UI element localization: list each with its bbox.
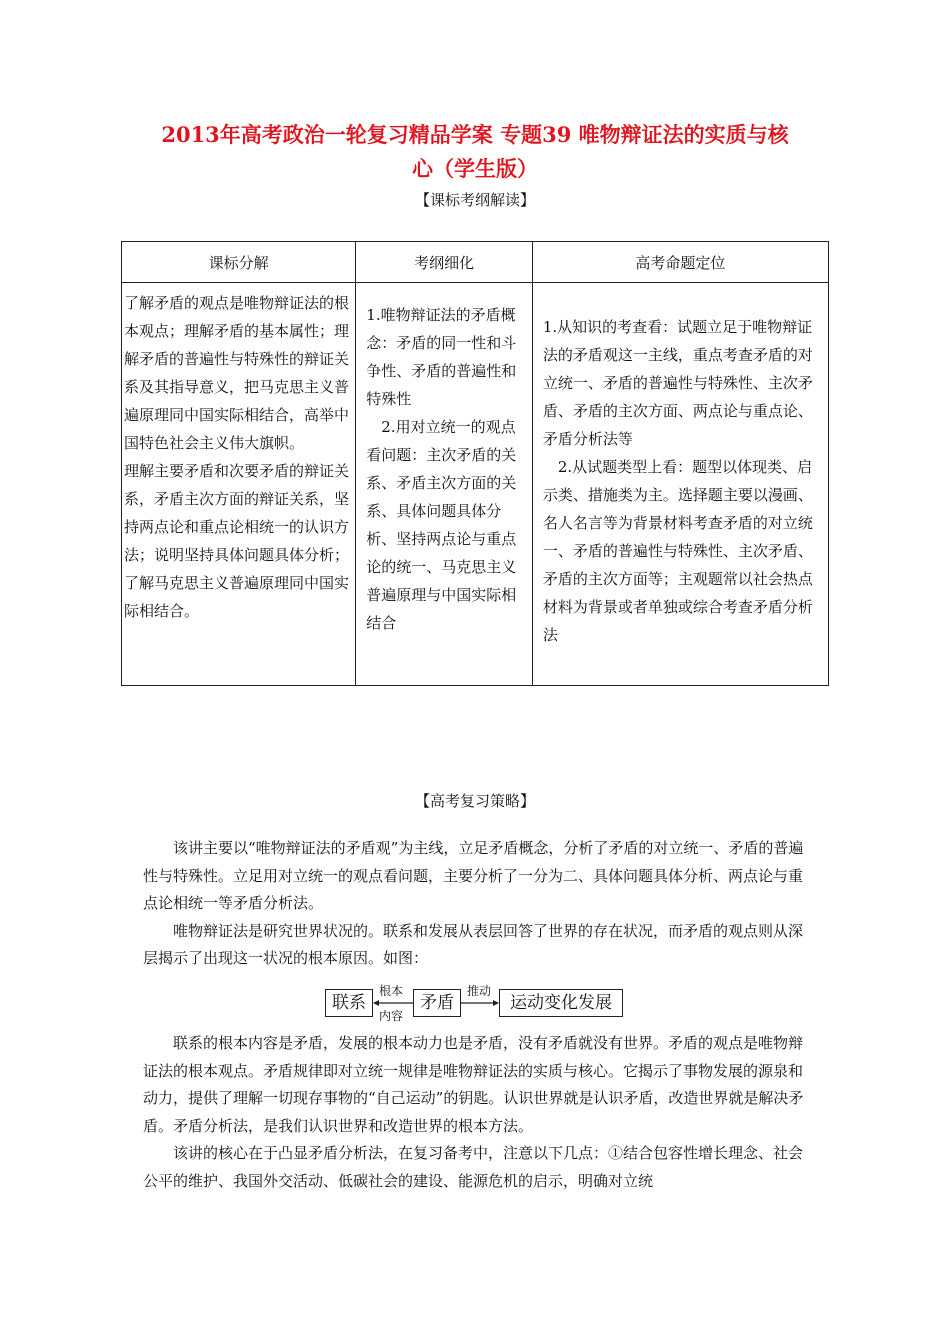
relation-diagram	[325, 985, 625, 1021]
diagram-box-development: 运动变化发展	[499, 989, 623, 1017]
cell-paragraph: 2.从试题类型上看：题型以体现类、启示类、措施类为主。选择题主要以漫画、名人名言等为背景材料考查矛盾的对立统一、矛盾的普遍性与特殊性、主次矛盾、矛盾的主次方面等；主观题常以社会热点材料为背景或者单独或综合考查矛盾分析法	[542, 458, 813, 644]
paragraph: 该讲主要以“唯物辩证法的矛盾观”为主线，立足矛盾概念，分析了矛盾的对立统一、矛盾的普遍性与特殊性。立足用对立统一的观点看问题，主要分析了一分为二、具体问题具体分析、两点论与重点论相统一等矛盾分析法。	[143, 839, 804, 912]
table-row	[122, 283, 829, 686]
cell-paragraph: 了解矛盾的观点是唯物辩证法的根本观点；理解矛盾的基本属性；理解矛盾的普遍性与特殊性的辩证关系及其指导意义，把马克思主义普遍原理同中国实际相结合，高举中国特色社会主义伟大旗帜。	[124, 294, 350, 452]
diagram-label-top: 根本	[379, 984, 404, 998]
section-heading-curriculum: 【课标考纲解读】	[414, 191, 535, 209]
table-header-cell: 高考命题定位	[532, 242, 828, 283]
cell-paragraph: 2.用对立统一的观点看问题：主次矛盾的关系、矛盾主次方面的关系、具体问题具体分析、坚持两点论与重点论的统一、马克思主义普遍原理与中国实际相结合	[366, 418, 517, 632]
strategy-text-top	[143, 835, 809, 973]
table-cell-outline	[356, 283, 533, 686]
diagram-arrow-right-icon	[461, 997, 499, 1009]
paragraph: 唯物辩证法是研究世界状况的。联系和发展从表层回答了世界的存在状况，而矛盾的观点则从深层揭示了出现这一状况的根本原因。如图：	[143, 921, 804, 967]
cell-paragraph: 1.唯物辩证法的矛盾概念：矛盾的同一性和斗争性、矛盾的普遍性和特殊性	[366, 306, 517, 408]
cell-paragraph: 1.从知识的考查看：试题立足于唯物辩证法的矛盾观这一主线，重点考查矛盾的对立统一、矛盾的普遍性与特殊性、主次矛盾、矛盾的主次方面、两点论与重点论、矛盾分析法等	[542, 318, 813, 448]
cell-paragraph: 理解主要矛盾和次要矛盾的辩证关系，矛盾主次方面的辩证关系，坚持两点论和重点论相统一的认识方法；说明坚持具体问题具体分析；了解马克思主义普遍原理同中国实际相结合。	[124, 462, 350, 620]
title-line-1: 2013年高考政治一轮复习精品学案 专题39 唯物辩证法的实质与核	[161, 122, 789, 147]
section-heading-strategy: 【高考复习策略】	[414, 792, 535, 810]
table-header-row	[122, 242, 829, 283]
document-title	[120, 118, 830, 186]
curriculum-table	[121, 241, 829, 686]
paragraph: 该讲的核心在于凸显矛盾分析法，在复习备考中，注意以下几点：①结合包容性增长理念、社会公平的维护、我国外交活动、低碳社会的建设、能源危机的启示，明确对立统	[143, 1144, 804, 1190]
table-header-cell: 考纲细化	[356, 242, 533, 283]
diagram-label-bottom: 内容	[379, 1009, 404, 1023]
table-cell-curriculum	[122, 283, 356, 686]
table-header-cell: 课标分解	[122, 242, 356, 283]
diagram-box-connection: 联系	[325, 989, 373, 1017]
diagram-label-top: 推动	[467, 984, 492, 998]
title-line-2: 心（学生版）	[412, 156, 538, 181]
diagram-box-contradiction: 矛盾	[413, 989, 461, 1017]
paragraph: 联系的根本内容是矛盾，发展的根本动力也是矛盾，没有矛盾就没有世界。矛盾的观点是唯物辩证法的根本观点。矛盾规律即对立统一规律是唯物辩证法的实质与核心。它揭示了事物发展的源泉和动力，提供了理解一切现存事物的“自己运动”的钥匙。认识世界就是认识矛盾，改造世界就是解决矛盾。矛盾分析法，是我们认识世界和改造世界的根本方法。	[143, 1034, 804, 1135]
strategy-text-bottom	[143, 1030, 809, 1195]
table-cell-exam-position	[532, 283, 828, 686]
